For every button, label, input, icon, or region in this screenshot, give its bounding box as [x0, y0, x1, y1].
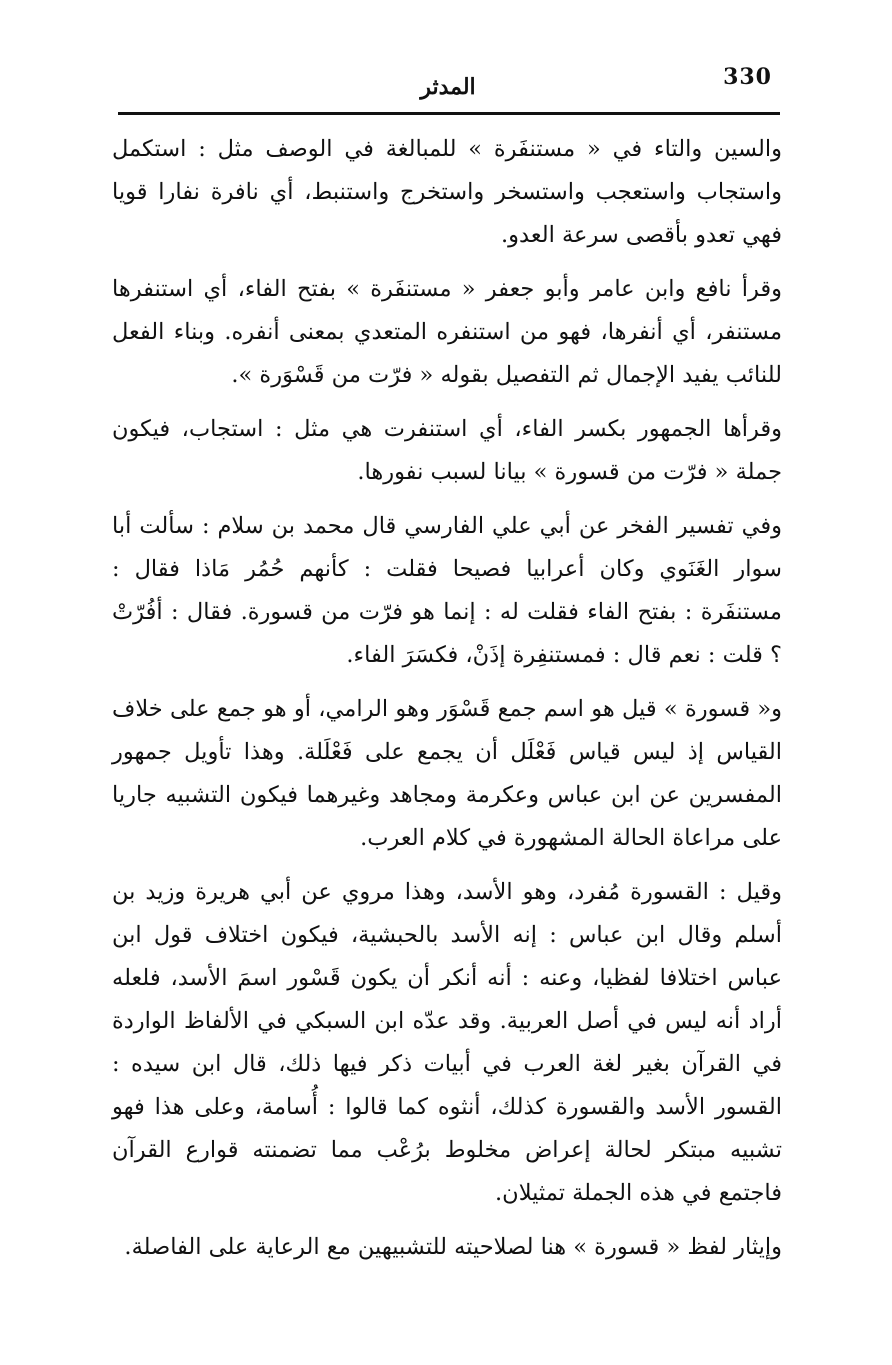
paragraph-1: والسين والتاء في « مستنفَرة » للمبالغة في الوصف مثل : استكمل واستجاب واستعجب واستسخر واستخرج واستنبط، أي نافرة نفارا قويا فهي تعدو بأقصى سرعة العدو.	[112, 136, 782, 248]
page-number: 330	[723, 64, 772, 90]
surah-title: المدثر	[420, 74, 476, 100]
paragraph-2: وقرأ نافع وابن عامر وأبو جعفر « مستنفَرة » بفتح الفاء، أي استنفرها مستنفر، أي أنفرها، فهو من استنفره المتعدي بمعنى أنفره. وبناء الفعل للنائب يفيد الإجمال ثم التفصيل بقوله « فرّت من قَسْوَرة ».	[112, 276, 782, 388]
paragraph-4: وفي تفسير الفخر عن أبي علي الفارسي قال محمد بن سلام : سألت أبا سوار الغَنَوي وكان أعرابيا فصيحا فقلت : كأنهم حُمُر مَاذا فقال : مستنفَرة : بفتح الفاء فقلت له : إنما هو فرّت من قسورة. فقال : أفُرّتْ ؟ قلت : نعم قال : فمستنفِرة إذَنْ، فكسَرَ الفاء.	[112, 513, 782, 668]
paragraph-5: و« قسورة » قيل هو اسم جمع قَسْوَر وهو الرامي، أو هو جمع على خلاف القياس إذ ليس قياس فَعْلَل أن يجمع على فَعْلَلة. وهذا تأويل جمهور المفسرين عن ابن عباس وعكرمة ومجاهد وغيرهما فيكون التشبيه جاريا على مراعاة الحالة المشهورة في كلام العرب.	[112, 696, 782, 851]
paragraph-3: وقرأها الجمهور بكسر الفاء، أي استنفرت هي مثل : استجاب، فيكون جملة « فرّت من قسورة » بيانا لسبب نفورها.	[112, 416, 782, 485]
running-header	[118, 62, 778, 102]
paragraph-7: وإيثار لفظ « قسورة » هنا لصلاحيته للتشبيهين مع الرعاية على الفاصلة.	[124, 1234, 782, 1260]
paragraph-6: وقيل : القسورة مُفرد، وهو الأسد، وهذا مروي عن أبي هريرة وزيد بن أسلم وقال ابن عباس : إنه الأسد بالحبشية، فيكون اختلاف قول ابن عباس اختلافا لفظيا، وعنه : أنه أنكر أن يكون قَسْور اسمَ الأسد، فلعله أراد أنه ليس في أصل العربية. وقد عدّه ابن السبكي في الألفاظ الواردة في القرآن بغير لغة العرب في أبيات ذكر فيها ذلك، قال ابن سيده : القسور الأسد والقسورة كذلك، أنثوه كما قالوا : أُسامة، وعلى هذا فهو تشبيه مبتكر لحالة إعراض مخلوط برُعْب مما تضمنته قوارع القرآن فاجتمع في هذه الجملة تمثيلان.	[112, 879, 782, 1206]
text-body	[112, 128, 782, 1280]
header-divider	[118, 112, 780, 115]
